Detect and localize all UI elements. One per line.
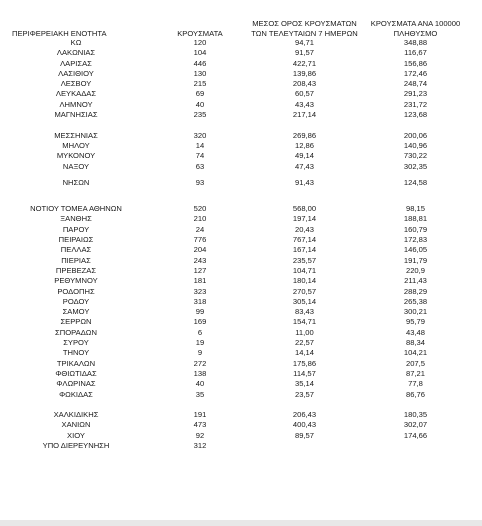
per100k-cell: 188,81 (403, 214, 428, 224)
spacer-cell (248, 194, 361, 204)
region-cell: ΧΑΛΚΙΔΙΚΗΣ (53, 410, 99, 420)
per100k-cell: 730,22 (403, 151, 428, 161)
cases-cell: 243 (193, 255, 207, 265)
table-row (0, 266, 470, 276)
avg7-cell: 208,43 (292, 79, 317, 89)
per100k-cell: 300,21 (403, 307, 428, 317)
table-row (0, 328, 470, 338)
region-cell: ΛΑΣΙΘΙΟΥ (58, 68, 94, 78)
per100k-cell: 191,79 (403, 255, 428, 265)
cases-cell: 191 (193, 410, 207, 420)
cases-cell: 6 (197, 327, 203, 337)
per100k-cell: 248,74 (403, 79, 428, 89)
avg7-cell: 35,14 (294, 379, 314, 389)
header-line: ΜΕΣΟΣ ΟΡΟΣ ΚΡΟΥΣΜΑΤΩΝ (252, 19, 357, 28)
cases-cell: 120 (193, 38, 207, 47)
region-cell: ΡΟΔΟΠΗΣ (57, 286, 95, 296)
region-cell: ΠΕΙΡΑΙΩΣ (58, 235, 94, 245)
spacer-cell (0, 400, 152, 410)
avg7-cell: 47,43 (294, 161, 314, 171)
table-row (0, 235, 470, 245)
avg7-cell: 305,14 (292, 296, 317, 306)
table-row (0, 204, 470, 214)
table-row (0, 369, 470, 379)
per100k-cell: 265,38 (403, 296, 428, 306)
header-line: ΠΛΗΘΥΣΜΟ (393, 28, 438, 38)
table-row (0, 317, 470, 327)
table-row (0, 89, 470, 99)
per100k-cell: 77,8 (408, 379, 423, 389)
table-row (0, 245, 470, 255)
table-row (0, 172, 470, 194)
avg7-cell (248, 441, 361, 451)
per100k-cell: 291,23 (403, 89, 428, 99)
region-cell: ΚΩ (70, 38, 82, 47)
region-cell: ΦΛΩΡΙΝΑΣ (56, 379, 96, 389)
spacer-cell (361, 120, 470, 130)
table-row (0, 141, 470, 151)
cases-cell: 215 (193, 79, 207, 89)
table-row (0, 276, 470, 286)
table-row (0, 441, 470, 451)
spacer-row (0, 120, 470, 130)
avg7-cell: 235,57 (292, 255, 317, 265)
avg7-cell: 104,71 (292, 265, 317, 275)
region-cell: ΜΕΣΣΗΝΙΑΣ (54, 130, 98, 140)
table-header-row (0, 16, 470, 38)
cases-cell: 520 (193, 204, 207, 214)
header-line: ΚΡΟΥΣΜΑΤΑ ΑΝΑ 100000 (370, 19, 461, 28)
region-cell: ΠΙΕΡΙΑΣ (61, 255, 91, 265)
region-cell: ΠΑΡΟΥ (62, 224, 90, 234)
avg7-cell: 91,43 (294, 177, 314, 187)
avg7-cell: 94,71 (294, 38, 314, 47)
spacer-cell (361, 194, 470, 204)
region-cell: ΛΕΥΚΑΔΑΣ (55, 89, 97, 99)
cases-cell: 312 (193, 440, 207, 450)
avg7-cell: 197,14 (292, 214, 317, 224)
per100k-cell: 86,76 (405, 389, 425, 399)
per100k-cell: 146,05 (403, 245, 428, 255)
avg7-cell: 206,43 (292, 410, 317, 420)
header-line: ΠΕΡΙΦΕΡΕΙΑΚΗ ΕΝΟΤΗΤΑ (12, 28, 107, 38)
table-row (0, 410, 470, 420)
spacer-cell (361, 400, 470, 410)
table-row (0, 131, 470, 141)
region-cell: ΛΑΡΙΣΑΣ (60, 58, 92, 68)
per100k-cell: 302,35 (403, 161, 428, 171)
region-cell: ΦΘΙΩΤΙΔΑΣ (55, 368, 97, 378)
per100k-cell: 288,29 (403, 286, 428, 296)
avg7-cell: 269,86 (292, 130, 317, 140)
cases-cell: 776 (193, 235, 207, 245)
cases-cell: 92 (195, 430, 205, 440)
table-row (0, 151, 470, 161)
cases-cell: 320 (193, 130, 207, 140)
page-bottom-band (0, 520, 482, 526)
per100k-cell: 302,07 (403, 420, 428, 430)
covid-cases-table (0, 16, 470, 451)
avg7-cell: 422,71 (292, 58, 317, 68)
avg7-cell: 175,86 (292, 358, 317, 368)
table-row (0, 348, 470, 358)
per100k-cell: 116,67 (404, 48, 427, 58)
region-cell: ΧΑΝΙΩΝ (61, 420, 91, 430)
region-cell: ΦΩΚΙΔΑΣ (59, 389, 93, 399)
per100k-cell: 172,83 (403, 235, 428, 245)
cases-cell: 19 (195, 338, 205, 348)
region-cell: ΤΗΝΟΥ (62, 348, 90, 358)
per100k-cell: 211,43 (404, 276, 427, 286)
avg7-cell: 767,14 (292, 235, 317, 245)
per100k-cell (361, 441, 470, 451)
cases-cell: 24 (195, 224, 205, 234)
cases-cell: 14 (195, 140, 205, 150)
region-cell: ΣΑΜΟΥ (62, 307, 90, 317)
table-row (0, 379, 470, 389)
cases-cell: 63 (195, 161, 205, 171)
region-cell: ΤΡΙΚΑΛΩΝ (56, 358, 96, 368)
avg7-cell: 217,14 (292, 110, 317, 120)
spacer-cell (248, 400, 361, 410)
cases-cell: 69 (195, 89, 205, 99)
cases-cell: 204 (193, 245, 207, 255)
table-row (0, 287, 470, 297)
region-cell: ΧΙΟΥ (67, 430, 85, 440)
region-cell: ΞΑΝΘΗΣ (60, 214, 92, 224)
per100k-cell: 87,21 (405, 368, 425, 378)
region-cell: ΣΠΟΡΑΔΩΝ (55, 327, 97, 337)
avg7-cell: 270,57 (292, 286, 317, 296)
per100k-cell: 95,79 (405, 317, 425, 327)
cases-cell: 40 (195, 99, 205, 109)
region-cell: ΝΟΤΙΟΥ ΤΟΜΕΑ ΑΘΗΝΩΝ (30, 204, 122, 214)
header-cases (152, 16, 248, 38)
spacer-cell (152, 400, 248, 410)
cases-cell: 323 (193, 286, 207, 296)
cases-cell: 9 (197, 348, 203, 358)
avg7-cell: 114,57 (293, 368, 316, 378)
table-row (0, 390, 470, 400)
per100k-cell: 231,72 (403, 99, 428, 109)
avg7-cell: 89,57 (294, 430, 314, 440)
cases-cell: 318 (193, 296, 207, 306)
cases-cell: 210 (193, 214, 207, 224)
region-cell: ΛΕΣΒΟΥ (60, 79, 92, 89)
spacer-cell (0, 120, 152, 130)
cases-cell: 127 (193, 265, 207, 275)
table-row (0, 110, 470, 120)
per100k-cell: 207,5 (405, 358, 425, 368)
avg7-cell: 139,86 (292, 68, 317, 78)
header-avg7 (248, 16, 361, 38)
per100k-cell: 180,35 (403, 410, 428, 420)
avg7-cell: 43,43 (294, 99, 314, 109)
region-cell: ΝΑΞΟΥ (62, 161, 90, 171)
avg7-cell: 22,57 (294, 338, 314, 348)
per100k-cell: 174,66 (403, 430, 428, 440)
avg7-cell: 12,86 (294, 140, 314, 150)
region-cell: ΡΟΔΟΥ (62, 296, 90, 306)
avg7-cell: 180,14 (292, 276, 317, 286)
table-row (0, 69, 470, 79)
cases-cell: 446 (193, 58, 207, 68)
cases-cell: 181 (193, 276, 207, 286)
spacer-cell (0, 194, 152, 204)
avg7-cell: 60,57 (294, 89, 314, 99)
table-row (0, 431, 470, 441)
table-row (0, 214, 470, 224)
table-row (0, 225, 470, 235)
per100k-cell: 123,68 (403, 110, 428, 120)
region-cell: ΠΕΛΛΑΣ (60, 245, 92, 255)
cases-cell: 104 (193, 48, 207, 58)
cases-cell: 138 (193, 368, 207, 378)
per100k-cell: 88,34 (405, 338, 425, 348)
cases-cell: 74 (195, 151, 205, 161)
avg7-cell: 49,14 (294, 151, 314, 161)
region-cell: ΛΗΜΝΟΥ (59, 99, 93, 109)
table-row (0, 297, 470, 307)
region-cell: ΜΑΓΝΗΣΙΑΣ (54, 110, 98, 120)
table-row (0, 100, 470, 110)
region-cell: ΥΠΟ ΔΙΕΡΕΥΝΗΣΗ (42, 440, 110, 450)
table-row (0, 48, 470, 58)
table-row (0, 420, 470, 430)
per100k-cell: 348,88 (403, 38, 428, 47)
cases-cell: 272 (193, 358, 207, 368)
region-cell: ΣΥΡΟΥ (63, 338, 89, 348)
table-row (0, 79, 470, 89)
spacer-cell (248, 120, 361, 130)
avg7-cell: 23,57 (294, 389, 314, 399)
avg7-cell: 568,00 (292, 204, 317, 214)
per100k-cell: 200,06 (403, 130, 428, 140)
cases-cell: 473 (193, 420, 207, 430)
cases-cell: 235 (193, 110, 207, 120)
table-row (0, 338, 470, 348)
spacer-cell (152, 120, 248, 130)
per100k-cell: 104,21 (403, 348, 428, 358)
per100k-cell: 43,48 (405, 327, 425, 337)
cases-cell: 40 (195, 379, 205, 389)
region-cell: ΡΕΘΥΜΝΟΥ (54, 276, 98, 286)
region-cell: ΠΡΕΒΕΖΑΣ (55, 265, 97, 275)
table-row (0, 162, 470, 172)
cases-cell: 169 (193, 317, 207, 327)
avg7-cell: 83,43 (294, 307, 314, 317)
per100k-cell: 124,58 (403, 177, 428, 187)
header-region (0, 16, 152, 38)
avg7-cell: 11,00 (295, 327, 314, 337)
table-row (0, 307, 470, 317)
spacer-row (0, 400, 470, 410)
table-row (0, 59, 470, 69)
table-row (0, 256, 470, 266)
spacer-cell (152, 194, 248, 204)
avg7-cell: 91,57 (294, 48, 314, 58)
per100k-cell: 140,96 (403, 140, 428, 150)
cases-cell: 99 (195, 307, 205, 317)
table-row (0, 38, 470, 48)
region-cell: ΛΑΚΩΝΙΑΣ (56, 48, 96, 58)
per100k-cell: 156,86 (403, 58, 428, 68)
region-cell: ΜΗΛΟΥ (62, 140, 90, 150)
avg7-cell: 154,71 (292, 317, 317, 327)
per100k-cell: 98,15 (405, 204, 425, 214)
region-cell: ΣΕΡΡΩΝ (60, 317, 92, 327)
header-per100k (361, 16, 470, 38)
region-cell: ΝΗΣΩΝ (62, 177, 90, 187)
table-body (0, 38, 470, 451)
cases-cell: 93 (195, 177, 205, 187)
avg7-cell: 400,43 (292, 420, 317, 430)
per100k-cell: 160,79 (403, 224, 428, 234)
avg7-cell: 14,14 (294, 348, 314, 358)
per100k-cell: 220,9 (405, 265, 425, 275)
spacer-row (0, 194, 470, 204)
avg7-cell: 167,14 (292, 245, 317, 255)
avg7-cell: 20,43 (294, 224, 314, 234)
cases-cell: 35 (195, 389, 205, 399)
per100k-cell: 172,46 (403, 68, 428, 78)
header-line: ΤΩΝ ΤΕΛΕΥΤΑΙΩΝ 7 ΗΜΕΡΩΝ (251, 28, 358, 38)
region-cell: ΜΥΚΟΝΟΥ (56, 151, 96, 161)
table-row (0, 359, 470, 369)
cases-cell: 130 (193, 68, 207, 78)
header-line: ΚΡΟΥΣΜΑΤΑ (177, 28, 223, 38)
